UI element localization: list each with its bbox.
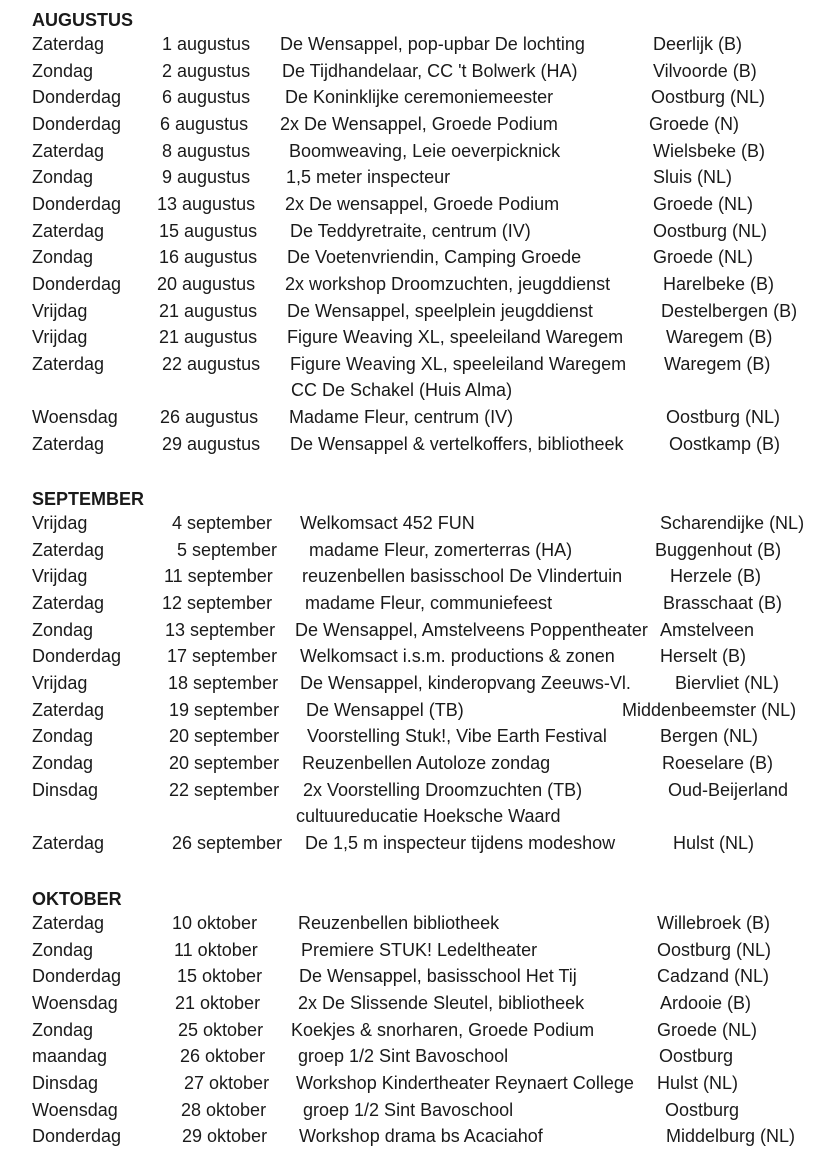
location-cell: Brasschaat (B): [663, 593, 783, 613]
date-cell: 10 oktober: [172, 913, 258, 933]
location-cell: Oostburg (NL): [666, 407, 781, 428]
date-cell: 25 oktober: [178, 1019, 264, 1040]
event-cell: 2x Voorstelling Droomzuchten (TB): [303, 779, 583, 800]
day-cell: Woensdag: [32, 1099, 118, 1120]
day-cell: Zaterdag: [32, 539, 105, 560]
day-cell: Vrijdag: [32, 513, 88, 533]
date-cell: 6 augustus: [162, 87, 251, 108]
date-cell: 1 augustus: [162, 34, 251, 54]
date-cell: 20 september: [169, 726, 280, 747]
location-cell: Herselt (B): [660, 646, 747, 667]
location-cell: Groede (N): [649, 113, 740, 134]
location-cell: Ardooie (B): [660, 993, 752, 1013]
location-cell: Sluis (NL): [653, 167, 733, 188]
location-cell: Oostburg: [659, 1046, 734, 1067]
day-cell: Zaterdag: [32, 913, 105, 933]
event-cell: De 1,5 m inspecteur tijdens modeshow: [305, 832, 616, 853]
location-cell: Deerlijk (B): [653, 34, 743, 54]
day-cell: Zondag: [32, 726, 94, 747]
day-cell: Zondag: [32, 247, 94, 268]
date-cell: 18 september: [168, 672, 279, 693]
day-cell: Zaterdag: [32, 140, 105, 161]
event-cell: De Wensappel, pop-upbar De lochting: [280, 34, 585, 54]
month-heading: AUGUSTUS: [32, 10, 134, 30]
date-cell: 2 augustus: [162, 60, 251, 81]
day-cell: Vrijdag: [32, 300, 88, 321]
day-cell: Zaterdag: [32, 832, 105, 853]
day-cell: Donderdag: [32, 87, 122, 108]
day-cell: Vrijdag: [32, 566, 88, 587]
day-cell: Zaterdag: [32, 34, 105, 54]
date-cell: 6 augustus: [160, 113, 249, 134]
day-cell: Woensdag: [32, 407, 118, 428]
day-cell: Zaterdag: [32, 353, 105, 374]
location-cell: Groede (NL): [657, 1019, 758, 1040]
event-cell: 2x De wensappel, Groede Podium: [285, 193, 560, 214]
event-cell: 2x De Wensappel, Groede Podium: [280, 113, 558, 134]
event-cell: De Teddyretraite, centrum (IV): [290, 220, 531, 241]
event-cell: madame Fleur, zomerterras (HA): [309, 539, 573, 560]
location-cell: Biervliet (NL): [675, 672, 780, 693]
location-cell: Harelbeke (B): [663, 273, 775, 294]
date-cell: 26 augustus: [160, 407, 259, 428]
event-cell: Welkomsact i.s.m. productions & zonen: [300, 646, 615, 667]
day-cell: Donderdag: [32, 193, 122, 214]
event-cell: Premiere STUK! Ledeltheater: [301, 939, 538, 960]
day-cell: maandag: [32, 1046, 108, 1067]
date-cell: 15 oktober: [177, 966, 263, 987]
event-cell: De Wensappel & vertelkoffers, bibliotheek: [290, 433, 624, 454]
event-cell: Madame Fleur, centrum (IV): [289, 407, 514, 428]
date-cell: 8 augustus: [162, 140, 251, 161]
month-heading: OKTOBER: [32, 889, 122, 909]
event-cell: Reuzenbellen bibliotheek: [298, 913, 500, 933]
day-cell: Donderdag: [32, 273, 122, 294]
day-cell: Vrijdag: [32, 327, 88, 348]
date-cell: 11 september: [164, 566, 273, 587]
location-cell: Oud-Beijerland: [668, 779, 789, 800]
date-cell: 19 september: [169, 699, 280, 720]
day-cell: Donderdag: [32, 113, 122, 134]
location-cell: Wielsbeke (B): [653, 140, 766, 161]
event-cell: groep 1/2 Sint Bavoschool: [298, 1046, 509, 1067]
day-cell: Vrijdag: [32, 672, 88, 693]
event-cell: De Voetenvriendin, Camping Groede: [287, 247, 582, 268]
day-cell: Zondag: [32, 60, 94, 81]
day-cell: Donderdag: [32, 646, 122, 667]
location-cell: Waregem (B): [664, 353, 771, 374]
date-cell: 22 augustus: [162, 353, 261, 374]
month-heading: SEPTEMBER: [32, 489, 145, 509]
day-cell: Zondag: [32, 752, 94, 773]
location-cell: Middenbeemster (NL): [622, 699, 797, 720]
location-cell: Oostburg (NL): [657, 939, 772, 960]
event-cell: De Wensappel, kinderopvang Zeeuws-Vl.: [300, 672, 631, 693]
date-cell: 11 oktober: [174, 939, 258, 960]
location-cell: Scharendijke (NL): [660, 513, 805, 533]
event-cell: Workshop Kindertheater Reynaert College: [296, 1072, 634, 1093]
location-cell: Buggenhout (B): [655, 539, 782, 560]
day-cell: Dinsdag: [32, 779, 99, 800]
day-cell: Zaterdag: [32, 593, 105, 613]
location-cell: Oostburg: [665, 1099, 740, 1120]
date-cell: 12 september: [162, 593, 273, 613]
day-cell: Zaterdag: [32, 220, 105, 241]
event-cell: Figure Weaving XL, speeleiland Waregem: [290, 353, 627, 374]
event-cell: Koekjes & snorharen, Groede Podium: [291, 1019, 595, 1040]
location-cell: Willebroek (B): [657, 913, 771, 933]
date-cell: 20 september: [169, 752, 280, 773]
location-cell: Oostkamp (B): [669, 433, 781, 454]
event-cell: Workshop drama bs Acaciahof: [299, 1126, 543, 1147]
event-cell: Figure Weaving XL, speeleiland Waregem: [287, 327, 624, 348]
date-cell: 27 oktober: [184, 1072, 270, 1093]
date-cell: 21 augustus: [159, 300, 258, 321]
date-cell: 29 oktober: [182, 1126, 268, 1147]
date-cell: 26 oktober: [180, 1046, 266, 1067]
date-cell: 26 september: [172, 832, 283, 853]
location-cell: Oostburg (NL): [653, 220, 768, 241]
date-cell: 16 augustus: [159, 247, 258, 268]
event-cell: Voorstelling Stuk!, Vibe Earth Festival: [307, 726, 607, 747]
day-cell: Zaterdag: [32, 433, 105, 454]
event-cell: De Wensappel, Amstelveens Poppentheater: [295, 619, 648, 640]
day-cell: Zondag: [32, 619, 94, 640]
day-cell: Donderdag: [32, 1126, 122, 1147]
location-cell: Roeselare (B): [662, 752, 774, 773]
day-cell: Zondag: [32, 1019, 94, 1040]
event-cell: De Wensappel, speelplein jeugddienst: [287, 300, 593, 321]
date-cell: 22 september: [169, 779, 280, 800]
day-cell: Donderdag: [32, 966, 122, 987]
day-cell: Zondag: [32, 167, 94, 188]
event-cell: De Wensappel (TB): [306, 699, 464, 720]
date-cell: 4 september: [172, 513, 273, 533]
location-cell: Oostburg (NL): [651, 87, 766, 108]
location-cell: Hulst (NL): [657, 1072, 739, 1093]
day-cell: Woensdag: [32, 993, 118, 1013]
date-cell: 28 oktober: [181, 1099, 267, 1120]
event-cell: 2x workshop Droomzuchten, jeugddienst: [285, 273, 611, 294]
event-cell: Reuzenbellen Autoloze zondag: [302, 752, 551, 773]
location-cell: Bergen (NL): [660, 726, 759, 747]
event-cell: De Koninklijke ceremoniemeester: [285, 87, 554, 108]
date-cell: 29 augustus: [162, 433, 261, 454]
day-cell: Dinsdag: [32, 1072, 99, 1093]
date-cell: 17 september: [167, 646, 278, 667]
location-cell: Herzele (B): [670, 566, 762, 587]
location-cell: Vilvoorde (B): [653, 60, 757, 81]
date-cell: 15 augustus: [159, 220, 258, 241]
event-cell: cultuureducatie Hoeksche Waard: [296, 806, 561, 827]
location-cell: Groede (NL): [653, 193, 754, 214]
event-cell: 1,5 meter inspecteur: [286, 167, 451, 188]
event-cell: 2x De Slissende Sleutel, bibliotheek: [298, 993, 585, 1013]
date-cell: 9 augustus: [162, 167, 251, 188]
event-cell: CC De Schakel (Huis Alma): [291, 380, 513, 401]
event-cell: Welkomsact 452 FUN: [300, 513, 475, 533]
location-cell: Waregem (B): [666, 327, 773, 348]
event-cell: De Wensappel, basisschool Het Tij: [299, 966, 577, 987]
event-cell: Boomweaving, Leie oeverpicknick: [289, 140, 561, 161]
date-cell: 13 september: [165, 619, 276, 640]
date-cell: 21 oktober: [175, 993, 261, 1013]
location-cell: Cadzand (NL): [657, 966, 770, 987]
event-cell: groep 1/2 Sint Bavoschool: [303, 1099, 514, 1120]
location-cell: Destelbergen (B): [661, 300, 798, 321]
event-cell: reuzenbellen basisschool De Vlindertuin: [302, 566, 623, 587]
date-cell: 20 augustus: [157, 273, 256, 294]
day-cell: Zaterdag: [32, 699, 105, 720]
event-cell: De Tijdhandelaar, CC 't Bolwerk (HA): [282, 60, 578, 81]
location-cell: Amstelveen: [660, 619, 755, 640]
date-cell: 5 september: [177, 539, 278, 560]
date-cell: 13 augustus: [157, 193, 256, 214]
location-cell: Middelburg (NL): [666, 1126, 796, 1147]
day-cell: Zondag: [32, 939, 94, 960]
date-cell: 21 augustus: [159, 327, 258, 348]
location-cell: Hulst (NL): [673, 832, 755, 853]
location-cell: Groede (NL): [653, 247, 754, 268]
event-cell: madame Fleur, communiefeest: [305, 593, 553, 613]
